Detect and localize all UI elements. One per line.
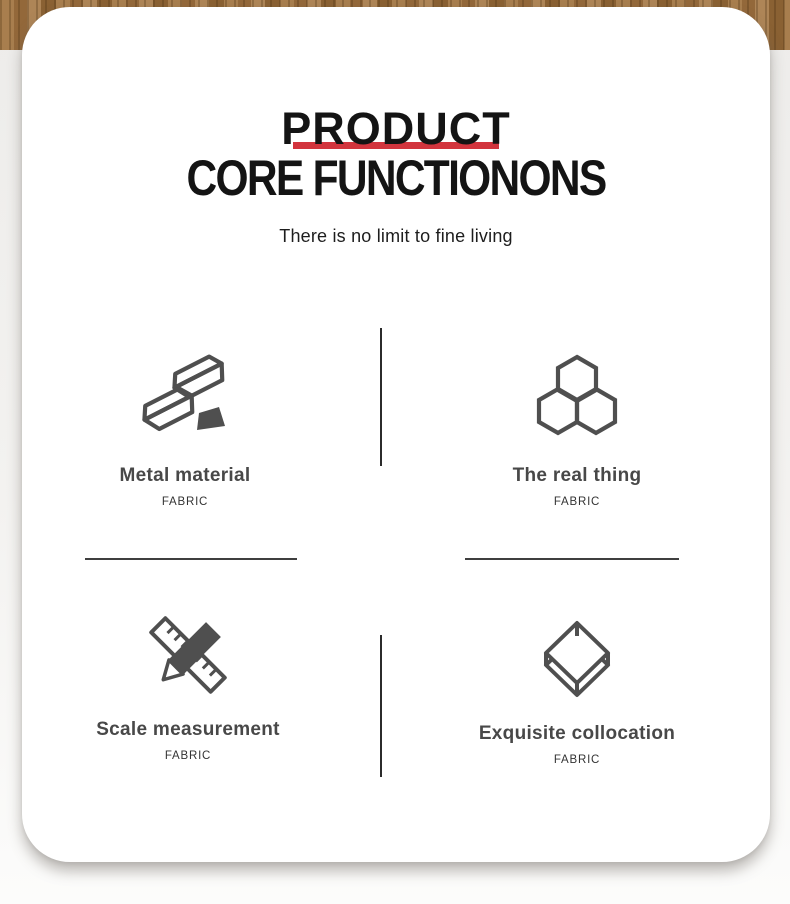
page-subtitle: CORE FUNCTIONONS	[186, 150, 606, 206]
feature-title: Metal material	[119, 465, 251, 486]
feature-title: The real thing	[512, 465, 642, 486]
tagline: There is no limit to fine living	[279, 226, 513, 246]
content-card	[22, 7, 770, 862]
divider-vertical-bottom	[380, 635, 382, 777]
honeycomb-icon	[527, 351, 627, 451]
feature-subtitle: FABRIC	[164, 750, 212, 762]
page-title	[22, 103, 770, 154]
feature-scale-measurement	[38, 605, 338, 762]
ruler-pencil-icon	[138, 605, 238, 705]
divider-vertical-top	[380, 328, 382, 466]
page-title-text: PRODUCT	[281, 103, 511, 154]
feature-the-real-thing	[427, 351, 727, 508]
feature-title: Scale measurement	[96, 719, 280, 740]
feature-title: Exquisite collocation	[478, 723, 676, 744]
feature-exquisite-collocation	[427, 609, 727, 766]
layered-diamond-icon	[527, 609, 627, 709]
divider-horizontal-right	[465, 558, 679, 560]
feature-subtitle: FABRIC	[161, 496, 209, 508]
feature-subtitle: FABRIC	[553, 496, 601, 508]
divider-horizontal-left	[85, 558, 297, 560]
feature-subtitle: FABRIC	[553, 754, 601, 766]
feature-metal-material	[35, 351, 335, 508]
gold-bars-icon	[135, 351, 235, 451]
